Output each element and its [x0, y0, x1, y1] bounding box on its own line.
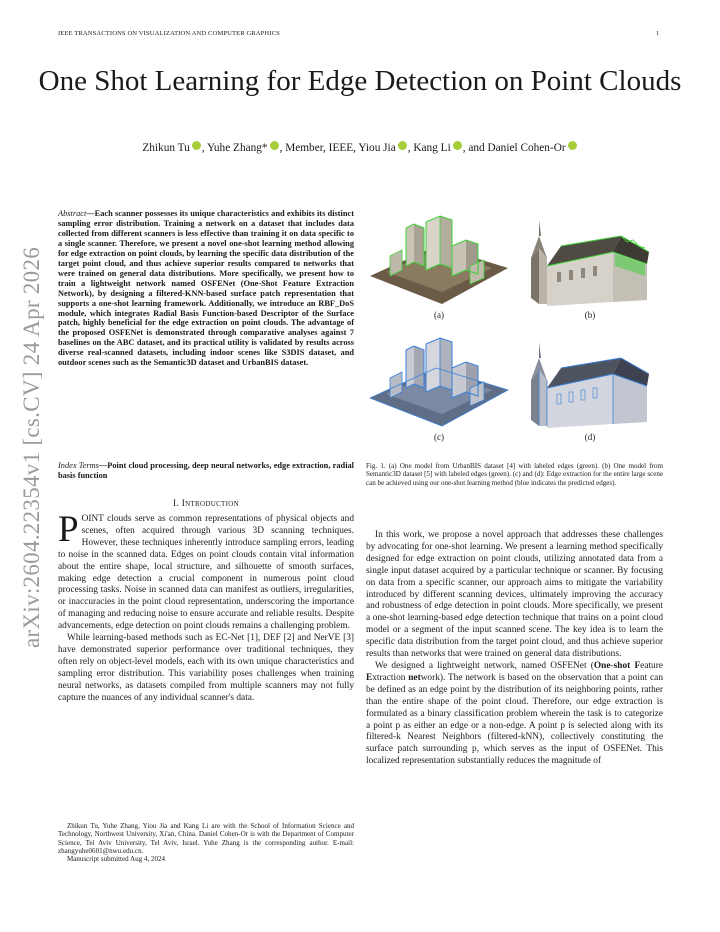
section-heading	[58, 499, 354, 509]
urban-edge-prediction	[366, 328, 512, 432]
running-head: IEEE TRANSACTIONS ON VISUALIZATION AND COMPUTER GRAPHICS	[58, 30, 280, 37]
right-column-body	[366, 530, 663, 768]
figure-1	[366, 206, 663, 446]
arxiv-identifier-stamp[interactable]: arXiv:2604.22354v1 [cs.CV] 24 Apr 2026	[19, 246, 44, 648]
acronym-letter: net	[408, 672, 421, 683]
subfigure-label: (d)	[584, 432, 596, 442]
church-edge-prediction	[517, 328, 663, 432]
church-point-cloud-labeled	[517, 206, 663, 310]
author-list: Zhikun Tu , Yuhe Zhang* , Member, IEEE, Yiou Jia , Kang Li , and Daniel Cohen-Or	[30, 141, 690, 154]
author-name: , Member, IEEE, Yiou Jia	[279, 142, 396, 154]
author-name: and Daniel Cohen-Or	[468, 142, 566, 154]
figure-panel-b	[517, 206, 663, 318]
intro-paragraph	[58, 509, 354, 633]
acronym-letter: E	[366, 672, 373, 683]
affiliation-note: Zhikun Tu, Yuhe Zhang, Yiou Jia and Kang Li are with the School of Information Science and Technology, Northwest University, Xi'an, China. Daniel Cohen-Or is with the Department of Computer Science, Tel Aviv University, Tel Aviv, Israel. Yuhe Zhang is the corresponding author. E-mail: zhangyuhe0601@nwu.edu.cn.	[58, 822, 354, 856]
drop-cap: P	[58, 509, 79, 550]
author-footnote	[58, 822, 354, 864]
subfigure-label: (b)	[584, 310, 596, 320]
section-title: Introduction	[181, 499, 239, 509]
intro-text-run: OINT clouds serve as common representations of physical objects and scenes, often acquired through various 3D scanning techniques. However, these techniques inherently introduce sampling errors, leading to noise in the scanned data. Edges on point clouds contain vital information about the entire shape, local structure, and silhouette of smooth surfaces, making edge detection a crucial component in numerous point cloud processing tasks. Noise in scanned data can manifest as outliers, irregularities, or inaccuracies in the point cloud representation, underscoring the importance of managing and reducing noise to ensure accurate and reliable results. Despite advancements, edge detection on point clouds remains a challenging problem.	[58, 514, 354, 632]
author-name: Kang Li	[413, 142, 451, 154]
text-run: eature	[640, 660, 663, 671]
section-number: I.	[173, 499, 182, 509]
paper-title: One Shot Learning for Edge Detection on Point Clouds	[38, 65, 682, 97]
text-run: work). The network is based on the observation that a point can be defined as an edge point by the distribution of its neighboring points, rather than the entire shape of the point cloud. Therefore, our edge extraction is formulated as a binary classification problem wherein the task is to categorize a point p as either an edge or a non-edge. A point p is selected along with its filtered-k Nearest Neighbors (filtered-kNN), collectively constituting the surface patch surrounding p, which serves as the input of OSFENet. This localized representation substantially reduces the magnitude of	[366, 672, 663, 767]
abstract-text: —Each scanner possesses its unique characteristics and exhibits its distinct sampling error distribution. Training a network on a dataset that includes data collected from different scanners is less effective than training it on data specific to a single scanner. Therefore, we present a novel one-shot learning method allowing for edge extraction on point clouds, by learning the specific data distribution of the target point cloud, and thus achieve superior results compared to networks that were trained on general data distributions. More specifically, we present how to train a lightweight network named OSFENet (One-Shot Feature Extraction Network), by designing a filtered-KNN-based surface patch representation that supports a one-shot learning framework. Additionally, we introduce an RBF_DoS module, which integrates Radial Basis Function-based Descriptor of the Surface patch, highly beneficial for the edge extraction on point clouds. The advantage of the proposed OSFENet is demonstrated through comparative analyses against 7 baselines on the ABC dataset, and its practical utility is validated by results across diverse real-scanned datasets, including indoor scenes like S3DIS dataset, and outdoor scenes such as the Semantic3D dataset and UrbanBIS dataset.	[58, 209, 354, 368]
index-terms	[58, 461, 354, 481]
figure-panel-d	[517, 328, 663, 440]
orcid-icon[interactable]	[270, 141, 279, 150]
orcid-icon[interactable]	[192, 141, 201, 150]
subfigure-label: (c)	[434, 432, 444, 442]
index-terms-text: —Point cloud processing, deep neural networks, edge extraction, radial basis function	[58, 461, 355, 480]
author-name: Zhikun Tu	[142, 142, 190, 154]
text-run: We designed a lightweight network, named OSFENet (	[375, 660, 594, 671]
acronym-letter: One	[593, 660, 611, 671]
index-terms-lead: Index Terms	[58, 461, 99, 470]
introduction-body	[58, 509, 354, 705]
body-paragraph: In this work, we propose a novel approach that addresses these challenges by advocating for one-shot learning. We present a learning method specifically designed for edge extraction on point clouds, utilizing annotated data from a single input dataset acquired by a particular technique or scanner. By focusing on data from a specific scanner, our approach aims to mitigate the variability introduced by different scanning devices, ultimately improving the accuracy and robustness of edge detection in point clouds. More specifically, we present a one-shot learning-based edge detection technique that trains on a point cloud model or a segment of the input scanned scene. The key idea is to learn the specific data distribution from the target point cloud, and thus achieve superior results than networks that were trained on general data distributions.	[366, 530, 663, 660]
body-paragraph	[366, 661, 663, 768]
figure-caption: Fig. 1. (a) One model from UrbanBIS dataset [4] with labeled edges (green). (b) One model from Semantic3D dataset [5] with labeled edges (green). (c) and (d): Edge extraction for the entire large scene can be achieved using our one-shot learning method (blue indicates the predicted edges).	[366, 462, 663, 487]
text-run: xtraction	[372, 672, 409, 683]
orcid-icon[interactable]	[453, 141, 462, 150]
urban-point-cloud-labeled	[366, 206, 512, 310]
author-name: Yuhe Zhang*	[207, 142, 268, 154]
acronym-letter: F	[634, 660, 641, 671]
abstract-lead: Abstract	[58, 209, 87, 218]
abstract	[58, 209, 354, 368]
submission-note: Manuscript submitted Aug 4, 2024	[67, 855, 166, 864]
acronym-letter: shot	[613, 660, 631, 671]
text-run: -	[610, 660, 614, 671]
intro-paragraph: While learning-based methods such as EC-Net [1], DEF [2] and NerVE [3] have demonstrated superior performance over traditional techniques, they often rely on object-level models, each with its own unique characteristics and sampling error distribution. This variability poses challenges when training neural networks, as datasets compiled from multiple scanners may not fully capture the nuances of any individual scanner's data.	[58, 633, 354, 703]
subfigure-label: (a)	[434, 310, 444, 320]
orcid-icon[interactable]	[398, 141, 407, 150]
figure-panel-a	[366, 206, 512, 318]
figure-panel-c	[366, 328, 512, 440]
orcid-icon[interactable]	[568, 141, 577, 150]
page-number: 1	[656, 30, 660, 37]
